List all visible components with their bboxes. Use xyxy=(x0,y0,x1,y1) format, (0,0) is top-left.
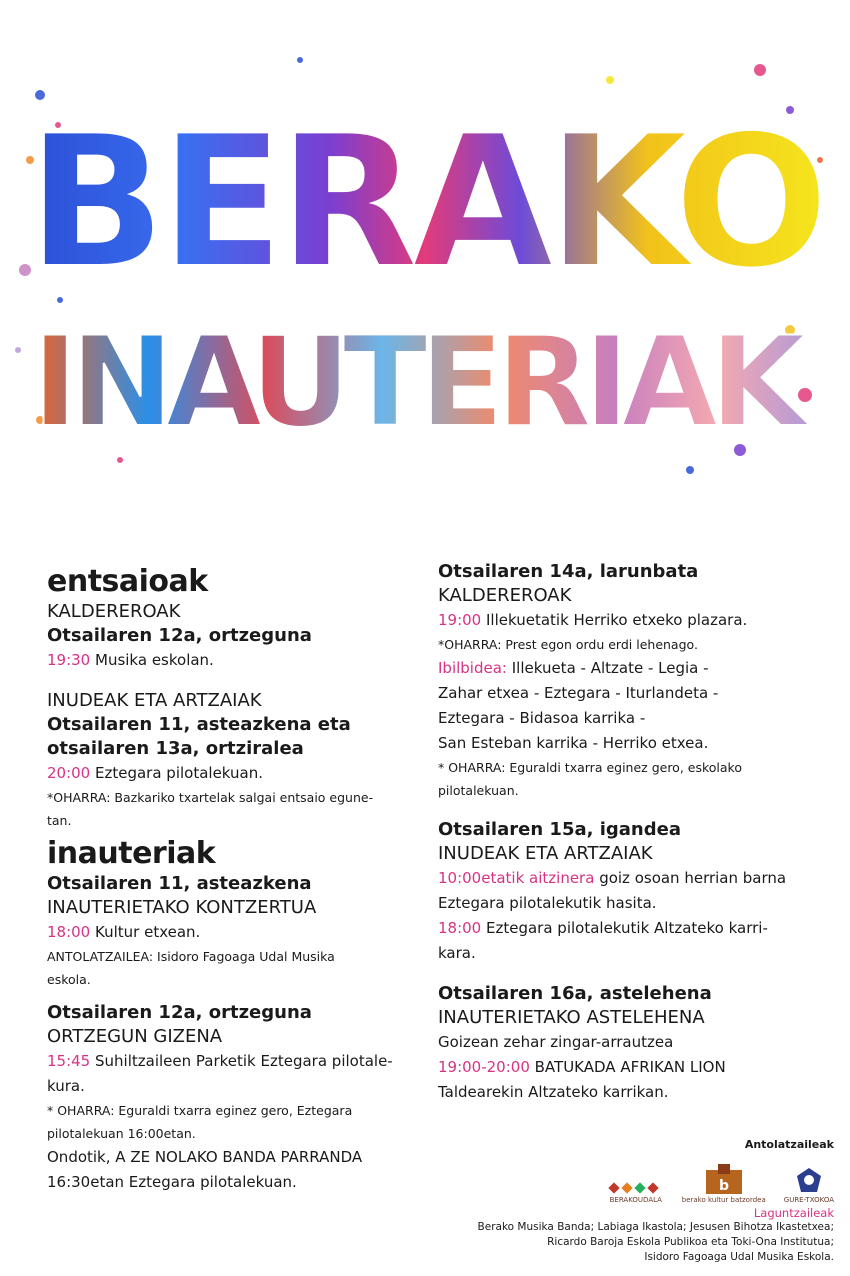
event-note: * OHARRA: Eguraldi txarra eginez gero, Eztegara xyxy=(47,1103,353,1118)
event-name: INAUTERIETAKO KONTZERTUA xyxy=(47,897,317,918)
event-note: * OHARRA: Eguraldi txarra eginez gero, eskolako xyxy=(438,760,742,775)
logo-caption: BERAKOUDALA xyxy=(609,1196,662,1204)
event-note: pilotalekuan. xyxy=(438,783,519,798)
berako-udala-logo xyxy=(608,1180,664,1204)
logo-caption: GURE-TXOKOA xyxy=(783,1196,834,1204)
organizer-logos xyxy=(454,1164,834,1204)
event-detail: kura. xyxy=(47,1077,85,1095)
credits xyxy=(454,1138,834,1265)
event-time: 19:30 xyxy=(47,651,91,669)
event-time: 15:45 xyxy=(47,1052,91,1070)
route-line xyxy=(438,656,838,681)
gure-txokoa-logo xyxy=(784,1166,834,1204)
event-name: INUDEAK ETA ARTZAIAK xyxy=(438,843,653,864)
sponsors-line: Ricardo Baroja Eskola Publikoa eta Toki-Ona Institutua; xyxy=(547,1236,834,1248)
event-date: Otsailaren 11, asteazkena xyxy=(47,873,312,894)
event-name: ORTZEGUN GIZENA xyxy=(47,1026,223,1047)
event-detail: 16:30etan Eztegara pilotalekuan. xyxy=(47,1173,297,1191)
section-title-inauteriak: inauteriak xyxy=(47,836,216,871)
event-time: 20:00 xyxy=(47,764,91,782)
event-note: *OHARRA: Bazkariko txartelak salgai entsaio egune- xyxy=(47,790,374,805)
event-detail: Eztegara pilotalekutik hasita. xyxy=(438,894,657,912)
event-date: Otsailaren 12a, ortzeguna xyxy=(47,625,312,646)
event-note: tan. xyxy=(47,813,72,828)
event-time: 18:00 xyxy=(438,919,482,937)
event-detail xyxy=(47,648,422,673)
event-name: KALDEREROAK xyxy=(47,601,181,622)
event-detail xyxy=(438,916,838,941)
sponsors-line: Berako Musika Banda; Labiaga Ikastola; Jesusen Bihotza Ikastetxea; xyxy=(477,1221,834,1233)
event-name: KALDEREROAK xyxy=(438,585,572,606)
event-note: pilotalekuan 16:00etan. xyxy=(47,1126,196,1141)
event-location: Kultur etxean. xyxy=(90,923,201,941)
hero-word-inauteriak: INAUTERIAK xyxy=(32,311,798,455)
organizers-label: Antolatzaileak xyxy=(744,1138,834,1151)
route-line: Zahar etxea - Eztegara - Iturlandeta - xyxy=(438,684,719,702)
event-time: 10:00etatik aitzinera xyxy=(438,869,595,887)
event-detail: kara. xyxy=(438,944,476,962)
event-location: Musika eskolan. xyxy=(90,651,214,669)
route-line: San Esteban karrika - Herriko etxea. xyxy=(438,734,709,752)
event-detail xyxy=(438,866,838,891)
event-detail xyxy=(47,920,422,945)
event-date: otsailaren 13a, ortziralea xyxy=(47,738,304,759)
event-note: ANTOLATZAILEA: Isidoro Fagoaga Udal Musika xyxy=(47,949,335,964)
event-note: *OHARRA: Prest egon ordu erdi lehenago. xyxy=(438,637,698,652)
sponsors-label: Laguntzaileak xyxy=(753,1206,834,1220)
event-name: INAUTERIETAKO ASTELEHENA xyxy=(438,1007,705,1028)
event-date: Otsailaren 11, asteazkena eta xyxy=(47,714,351,735)
kultur-batzordea-logo xyxy=(682,1164,766,1204)
event-detail: Goizean zehar zingar-arrautzea xyxy=(438,1033,674,1051)
event-location: Illekuetatik Herriko etxeko plazara. xyxy=(481,611,748,629)
route-line: Eztegara - Bidasoa karrika - xyxy=(438,709,646,727)
event-location: BATUKADA AFRIKAN LION xyxy=(529,1058,726,1076)
sponsors-line: Isidoro Fagoaga Udal Musika Eskola. xyxy=(644,1251,834,1263)
event-detail xyxy=(438,608,838,633)
event-date: Otsailaren 15a, igandea xyxy=(438,819,681,840)
event-location: Eztegara pilotalekuan. xyxy=(90,764,264,782)
event-date: Otsailaren 12a, ortzeguna xyxy=(47,1002,312,1023)
svg-text:b: b xyxy=(718,1178,729,1194)
route-text: Illekueta - Altzate - Legia - xyxy=(506,659,709,677)
hero-title-artwork xyxy=(0,0,850,530)
event-detail: Taldearekin Altzateko karrikan. xyxy=(438,1083,669,1101)
event-location: Suhiltzaileen Parketik Eztegara pilotale- xyxy=(90,1052,393,1070)
event-time: 19:00-20:00 xyxy=(438,1058,530,1076)
event-note: eskola. xyxy=(47,972,91,987)
hero-word-berako: BERAKO xyxy=(27,96,823,308)
event-date: Otsailaren 16a, astelehena xyxy=(438,983,712,1004)
event-location: Eztegara pilotalekutik Altzateko karri- xyxy=(481,919,768,937)
event-name: INUDEAK ETA ARTZAIAK xyxy=(47,690,262,711)
section-title-entsaioak: entsaioak xyxy=(47,564,208,599)
route-label: Ibilbidea: xyxy=(438,659,507,677)
event-detail xyxy=(47,1049,422,1074)
event-location: goiz osoan herrian barna xyxy=(594,869,787,887)
event-detail xyxy=(47,761,422,786)
left-column xyxy=(47,560,422,1195)
event-time: 19:00 xyxy=(438,611,482,629)
event-detail xyxy=(438,1055,838,1080)
right-column xyxy=(438,560,838,1105)
event-date: Otsailaren 14a, larunbata xyxy=(438,561,699,582)
event-detail: Ondotik, A ZE NOLAKO BANDA PARRANDA xyxy=(47,1148,363,1166)
event-time: 18:00 xyxy=(47,923,91,941)
logo-caption: berako kultur batzordea xyxy=(681,1196,766,1204)
